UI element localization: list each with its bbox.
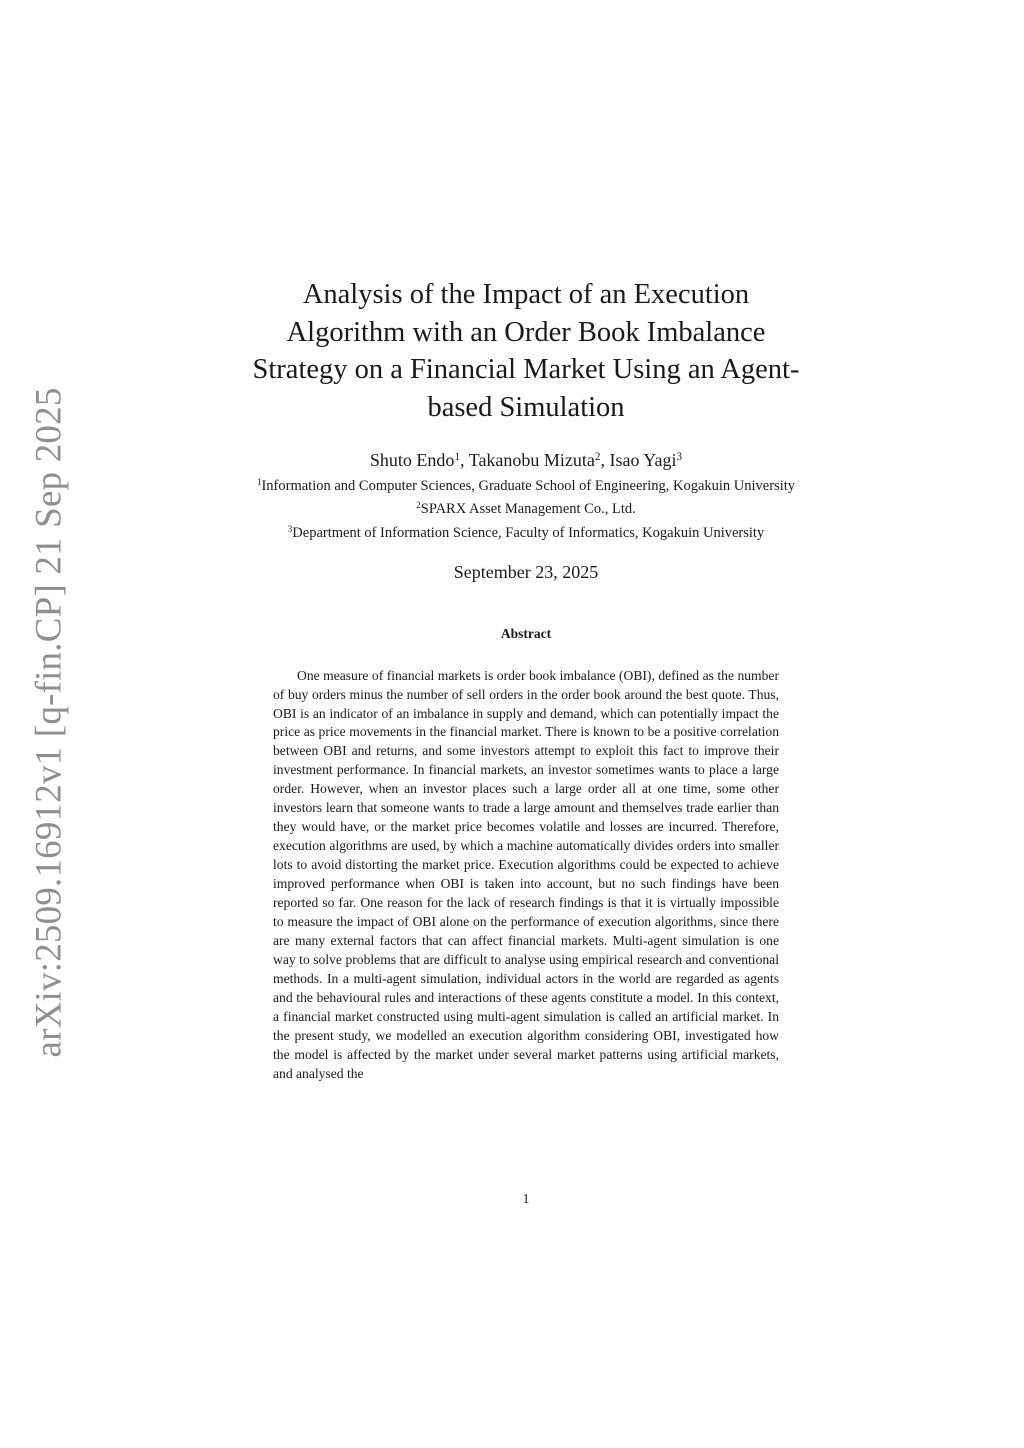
affiliation-mark: 1 — [256, 477, 262, 488]
affiliation-text: SPARX Asset Management Co., Ltd. — [420, 501, 636, 517]
affiliation-mark: 2 — [416, 500, 421, 511]
author-separator: , — [600, 450, 610, 470]
arxiv-identifier: arXiv:2509.16912v1 [q-fin.CP] 21 Sep 2025 — [28, 386, 70, 1058]
affiliation-mark: 1 — [454, 450, 461, 463]
author-list — [200, 448, 852, 472]
affiliation-text: Department of Information Science, Faculty of Informatics, Kogakuin University — [292, 525, 765, 541]
affiliation-3 — [200, 523, 852, 543]
affiliation-mark: 2 — [594, 450, 601, 463]
author-name: Takanobu Mizuta — [468, 450, 595, 470]
affiliation-2 — [200, 499, 852, 519]
author-name: Isao Yagi — [609, 450, 677, 470]
publication-date: September 23, 2025 — [453, 562, 599, 582]
affiliation-mark: 3 — [676, 450, 683, 463]
author-separator: , — [460, 450, 469, 470]
affiliation-1 — [200, 476, 852, 496]
arxiv-sidebar-stamp — [16, 386, 82, 1058]
author-name: Shuto Endo — [369, 450, 455, 470]
affiliation-mark: 3 — [287, 524, 293, 535]
page-number: 1 — [522, 1192, 530, 1207]
abstract-heading: Abstract — [500, 626, 552, 641]
paper-title: Analysis of the Impact of an Execution Algorithm with an Order Book Imbalance Strategy on a Financial Market Using an Agent-based Simulation — [252, 279, 800, 423]
affiliation-text: Information and Computer Sciences, Graduate School of Engineering, Kogakuin University — [261, 478, 796, 494]
abstract-text: One measure of financial markets is order book imbalance (OBI), defined as the number of buy orders minus the number of sell orders in the order book around the best quote. Thus, OBI is an indicator of an imbalance in supply and demand, which can potentially impact the price as price movements in the financial market. There is known to be a positive correlation between OBI and returns, and some investors attempt to exploit this fact to improve their investment performance. In financial markets, an investor sometimes wants to place a large order. However, when an investor places such a large order all at one time, some other investors learn that someone wants to trade a large amount and themselves trade earlier than they would have, or the market price becomes volatile and losses are incurred. Therefore, execution algorithms are used, by which a machine automatically divides orders into smaller lots to avoid distorting the market price. Execution algorithms could be expected to achieve improved performance when OBI is taken into account, but no such findings have been reported so far. One reason for the lack of research findings is that it is virtually impossible to measure the impact of OBI alone on the performance of execution algorithms, since there are many external factors that can affect financial markets. Multi-agent simulation is one way to solve problems that are difficult to analyse using empirical research and conventional methods. In a multi-agent simulation, individual actors in the world are regarded as agents and the behavioural rules and interactions of these agents constitute a model. In this context, a financial market constructed using multi-agent simulation is called an artificial market. In the present study, we modelled an execution algorithm considering OBI, investigated how the model is affected by the market under several market patterns using artificial markets, and analysed the — [273, 667, 779, 1081]
